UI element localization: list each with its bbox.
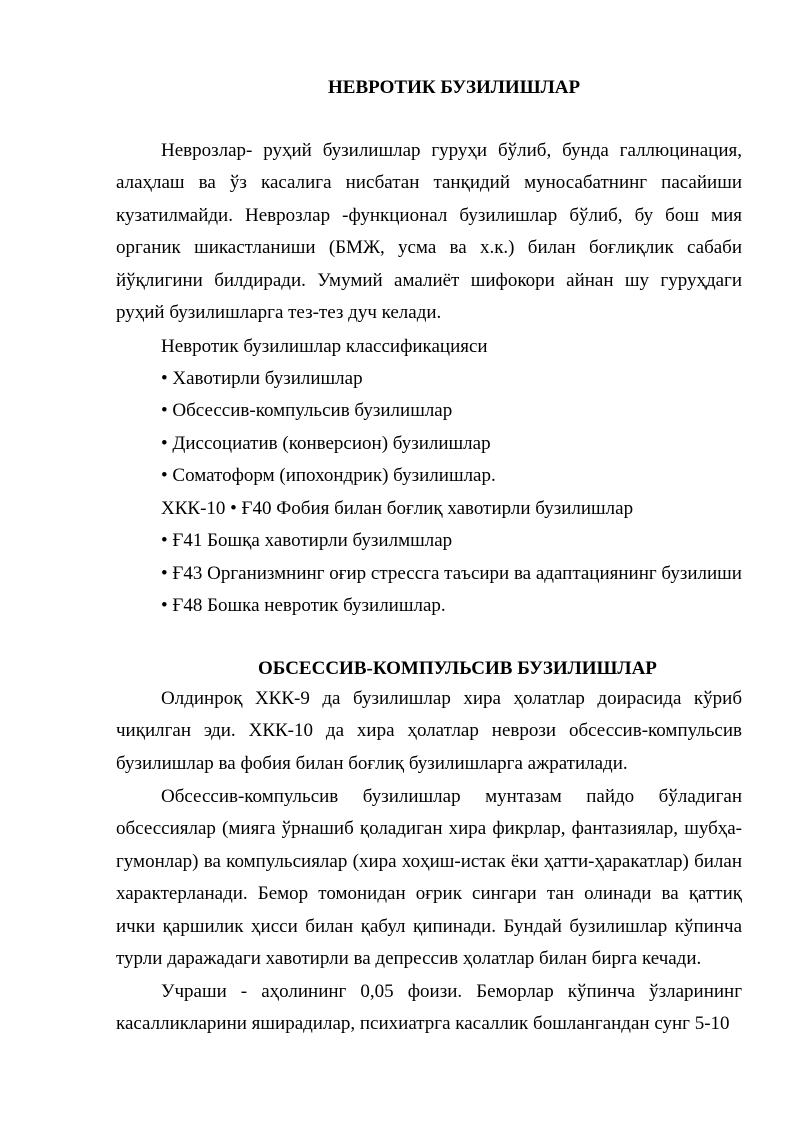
- list-item: • Обсессив-компульсив бузилишлар: [161, 400, 453, 421]
- section-title: ОБСЕССИВ-КОМПУЛЬСИВ БУЗИЛИШЛАР: [258, 658, 657, 679]
- page-title: НЕВРОТИК БУЗИЛИШЛАР: [328, 77, 581, 98]
- list-item: • Хавотирли бузилишлар: [161, 368, 363, 389]
- icd-list-item: ХКК-10 • Ғ40 Фобия билан боғлиқ хавотирли бузилишлар: [161, 498, 634, 519]
- classification-title: Невротик бузилишлар классификацияси: [161, 336, 488, 357]
- icd-list-item: • Ғ41 Бошқа хавотирли бузилмшлар: [161, 530, 453, 551]
- list-item: • Соматоформ (ипохондрик) бузилишлар.: [161, 465, 496, 486]
- icd-list-item: • Ғ48 Бошка невротик бузилишлар.: [161, 595, 446, 616]
- section-paragraph: Учраши - аҳолининг 0,05 фоизи. Беморлар кўпинча ўзларининг касалликларини яширадилар, психиатрга касаллик бошлангандан сунг 5-10: [116, 981, 742, 1035]
- list-item: • Диссоциатив (конверсион) бузилишлар: [161, 433, 491, 454]
- icd-list-item: • Ғ43 Организмнинг оғир стрессга таъсири ва адаптациянинг бузилиши: [161, 563, 742, 584]
- section-paragraph: Олдинроқ ХКК-9 да бузилишлар хира ҳолатлар доирасида кўриб чиқилган эди. ХКК-10 да хира ҳолатлар неврози обсессив-компульсив бузилишлар ва фобия билан боғлиқ бузилишларга ажратилади.: [116, 688, 742, 774]
- section-paragraph: Обсессив-компульсив бузилишлар мунтазам пайдо бўладиган обсессиялар (мияга ўрнашиб қоладиган хира фикрлар, фантазиялар, шубҳа-гумонлар) ва компульсиялар (хира хоҳиш-истак ёки ҳатти-ҳаракатлар) билан характерланади. Бемор томонидан оғрик сингари тан олинади ва қаттиқ ички қаршилик ҳисси билан қабул қипинади. Бундай бузилишлар кўпинча турли даражадаги хавотирли ва депрессив ҳолатлар билан бирга кечади.: [116, 786, 742, 970]
- intro-paragraph: Неврозлар- руҳий бузилишлар гуруҳи бўлиб, бунда галлюцинация, алаҳлаш ва ўз касалига нисбатан танқидий муносабатнинг пасайиши кузатилмайди. Неврозлар -функционал бузилишлар бўлиб, бу бош мия органик шикастланиши (БМЖ, усма ва х.к.) билан боғлиқлик сабаби йўқлигини билдиради. Умумий амалиёт шифокори айнан шу гуруҳдаги руҳий бузилишларга тез-тез дуч келади.: [116, 140, 742, 324]
